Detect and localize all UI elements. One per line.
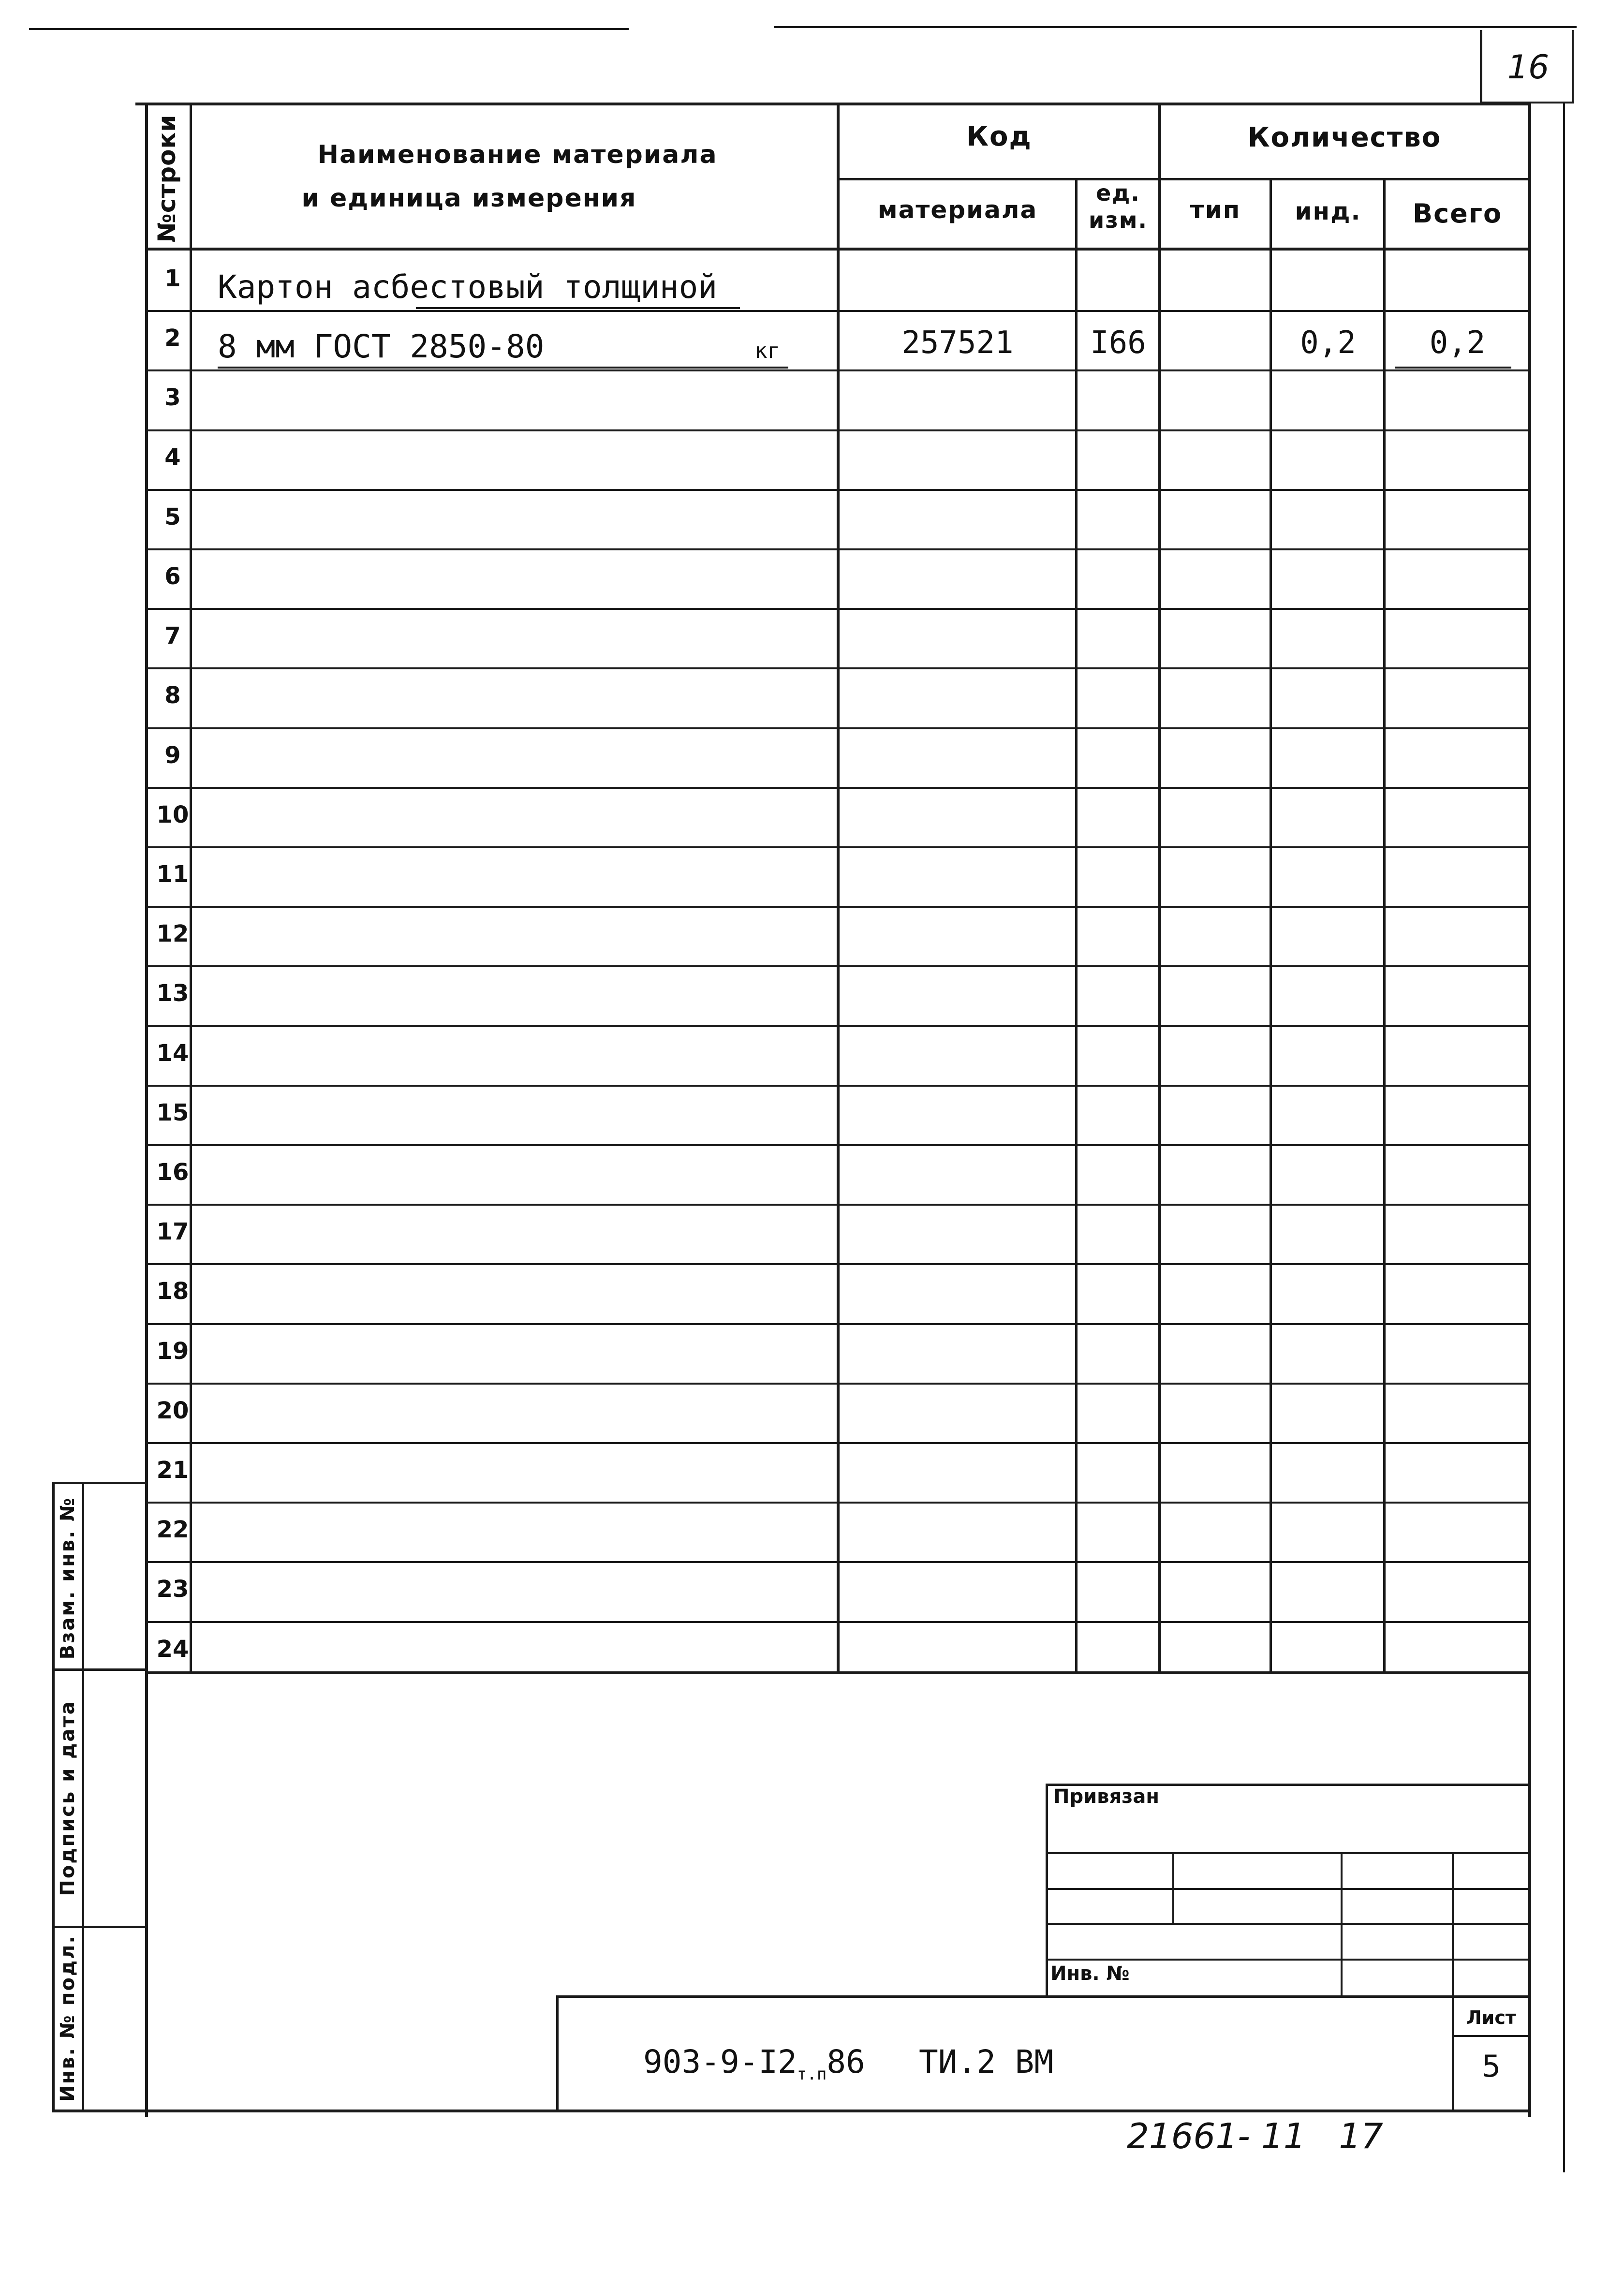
document-code-year: 86 bbox=[827, 2043, 865, 2080]
row-number: 6 bbox=[164, 563, 181, 590]
quantity-group-header: Количество bbox=[1247, 122, 1442, 153]
header-bottom-line bbox=[145, 248, 1529, 251]
table-bottom-line bbox=[145, 1671, 1529, 1674]
code-group-header: Код bbox=[966, 121, 1032, 152]
qty-total-header: Всего bbox=[1412, 198, 1503, 229]
row-number: 2 bbox=[164, 325, 181, 352]
row-number: 1 bbox=[164, 265, 181, 292]
sheet-divider bbox=[1452, 2035, 1529, 2037]
document-code bbox=[643, 2043, 865, 2084]
privyazan-line-2 bbox=[1046, 1888, 1529, 1890]
document-suffix: ТИ.2 ВМ bbox=[919, 2043, 1054, 2080]
unit-code-header-line2: изм. bbox=[1088, 207, 1148, 233]
row-2-material-code: 257521 bbox=[901, 325, 1014, 361]
row-number: 23 bbox=[156, 1576, 189, 1603]
row-number: 5 bbox=[164, 503, 181, 531]
row-2-name: 8 мм ГОСТ 2850-80 bbox=[218, 328, 545, 365]
row-2-ind: 0,2 bbox=[1300, 325, 1356, 361]
col-ind-right bbox=[1383, 179, 1386, 1674]
frame-bottom bbox=[52, 2110, 1531, 2112]
row-divider bbox=[145, 310, 1529, 312]
privyazan-col-1 bbox=[1172, 1852, 1174, 1925]
row-divider bbox=[145, 1621, 1529, 1623]
row-2-unit-code: I66 bbox=[1090, 325, 1146, 361]
name-header-line1: Наименование материала bbox=[317, 140, 718, 169]
top-rule-left bbox=[29, 28, 629, 30]
row-divider bbox=[145, 608, 1529, 610]
bottom-note: 21661- 11 17 bbox=[1127, 2116, 1383, 2156]
col-type-right bbox=[1270, 179, 1272, 1674]
row-divider bbox=[145, 727, 1529, 729]
row-1-name: Картон асбестовый толщиной bbox=[218, 268, 718, 306]
document-code-sub: т.п bbox=[797, 2065, 827, 2084]
row-divider bbox=[145, 1323, 1529, 1325]
row-divider bbox=[145, 906, 1529, 908]
title-left bbox=[556, 1995, 559, 2111]
row-divider bbox=[145, 1204, 1529, 1206]
frame-left bbox=[145, 103, 148, 2117]
page-number-box-left bbox=[1480, 30, 1482, 103]
row-number: 22 bbox=[156, 1516, 189, 1543]
row-number: 15 bbox=[156, 1099, 189, 1126]
row-number: 12 bbox=[156, 920, 189, 947]
row-divider bbox=[145, 1383, 1529, 1385]
stamp-inv-podl: Инв. № подл. bbox=[57, 1934, 79, 2102]
material-code-header: материала bbox=[877, 196, 1038, 224]
row-number: 16 bbox=[156, 1159, 189, 1186]
row-divider bbox=[145, 429, 1529, 431]
row-number: 4 bbox=[164, 444, 181, 471]
title-top bbox=[556, 1995, 1529, 1998]
row-divider bbox=[145, 1263, 1529, 1265]
row-divider bbox=[145, 1025, 1529, 1027]
sheet-label: Лист bbox=[1466, 2007, 1516, 2028]
row-2-unit-text: кг bbox=[754, 339, 780, 363]
header-mid-line bbox=[837, 178, 1529, 180]
row-divider bbox=[145, 1561, 1529, 1563]
row-divider bbox=[145, 667, 1529, 669]
col-code-right bbox=[1075, 179, 1078, 1674]
stamp-left bbox=[52, 1482, 55, 2111]
qty-ind-header: инд. bbox=[1295, 197, 1361, 225]
row-number: 20 bbox=[156, 1397, 189, 1424]
row-number: 9 bbox=[164, 742, 181, 769]
name-header-line2: и единица измерения bbox=[301, 184, 637, 213]
stamp-top bbox=[52, 1482, 147, 1484]
row-2-underline bbox=[218, 367, 788, 369]
row-number: 10 bbox=[156, 801, 189, 828]
row-number: 17 bbox=[156, 1218, 189, 1245]
right-margin-line bbox=[1563, 103, 1565, 2172]
row-divider bbox=[145, 1144, 1529, 1146]
frame-top bbox=[135, 103, 1531, 105]
unit-code-header-line1: ед. bbox=[1096, 180, 1140, 206]
row-number: 19 bbox=[156, 1338, 189, 1365]
privyazan-col-2 bbox=[1341, 1852, 1343, 1997]
row-divider bbox=[145, 548, 1529, 550]
sheet-number: 5 bbox=[1481, 2049, 1501, 2084]
row-2-total: 0,2 bbox=[1429, 325, 1486, 361]
stamp-vzam-inv: Взам. инв. № bbox=[57, 1496, 79, 1660]
privyazan-label: Привязан bbox=[1053, 1785, 1160, 1808]
top-rule-right bbox=[774, 26, 1577, 28]
page-number: 16 bbox=[1507, 48, 1550, 87]
row-divider bbox=[145, 846, 1529, 848]
row-number: 18 bbox=[156, 1278, 189, 1305]
row-divider bbox=[145, 787, 1529, 789]
row-divider bbox=[145, 489, 1529, 491]
row-1-underline bbox=[416, 307, 740, 309]
row-divider bbox=[145, 1502, 1529, 1504]
qty-type-header: тип bbox=[1190, 196, 1241, 224]
row-divider bbox=[145, 965, 1529, 967]
row-number: 14 bbox=[156, 1040, 189, 1067]
row-number: 3 bbox=[164, 384, 181, 411]
privyazan-line-3 bbox=[1046, 1923, 1529, 1925]
frame-right bbox=[1528, 103, 1531, 2117]
row-number: 21 bbox=[156, 1457, 189, 1484]
stamp-signature-date: Подпись и дата bbox=[57, 1700, 79, 1896]
row-number-header: №строки bbox=[153, 114, 181, 243]
privyazan-line-4 bbox=[1046, 1959, 1529, 1961]
row-number: 13 bbox=[156, 980, 189, 1007]
privyazan-line-1 bbox=[1046, 1852, 1529, 1854]
stamp-mid bbox=[82, 1482, 84, 2111]
row-number: 8 bbox=[164, 682, 181, 709]
row-2-total-underline bbox=[1395, 367, 1511, 369]
row-number: 24 bbox=[156, 1636, 189, 1663]
row-number: 7 bbox=[164, 622, 181, 649]
row-divider bbox=[145, 1085, 1529, 1087]
inv-no-label: Инв. № bbox=[1050, 1962, 1130, 1985]
row-divider bbox=[145, 369, 1529, 371]
privyazan-left bbox=[1046, 1785, 1048, 1997]
page-number-box-right bbox=[1572, 30, 1574, 103]
document-code-main: 903-9-I2 bbox=[643, 2043, 797, 2080]
row-divider bbox=[145, 1442, 1529, 1444]
row-number: 11 bbox=[156, 861, 189, 888]
